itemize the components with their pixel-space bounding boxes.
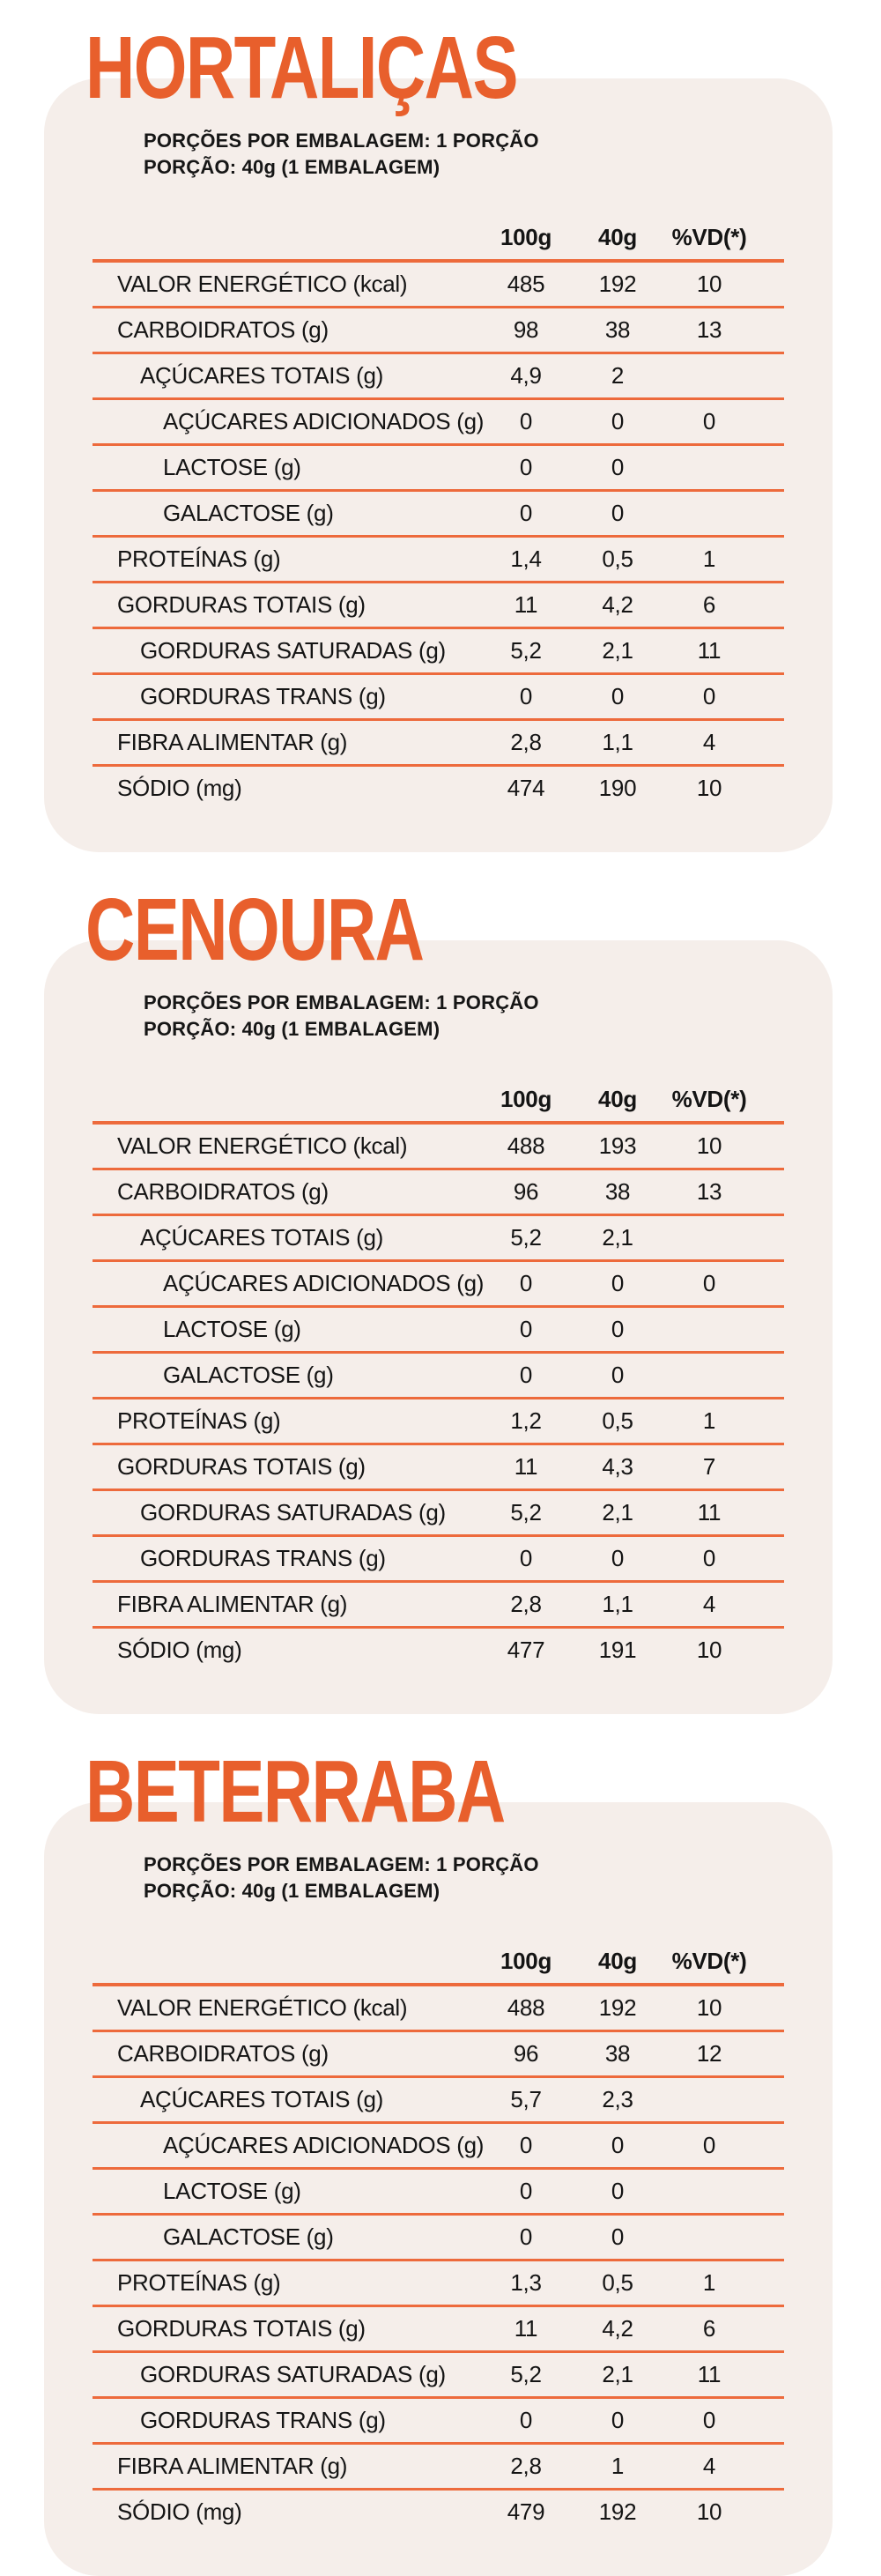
value-100g: 0 (519, 454, 533, 480)
value-40g: 0 (611, 408, 625, 434)
row-label: VALOR ENERGÉTICO (kcal) (117, 1994, 408, 2021)
table-row (93, 263, 784, 308)
servings-per-package-text: PORÇÕES POR EMBALAGEM: 1 PORÇÃO (144, 991, 539, 1013)
nutrition-table (93, 1121, 784, 1672)
row-label: FIBRA ALIMENTAR (g) (117, 1591, 348, 1617)
value-100g: 98 (513, 316, 539, 343)
column-header-40g: 40g (598, 1947, 637, 1974)
table-row (93, 2445, 784, 2491)
value-vd: 1 (702, 1407, 716, 1434)
table-row (93, 308, 784, 354)
value-100g: 0 (519, 683, 533, 709)
row-label: GALACTOSE (g) (163, 500, 334, 526)
value-100g: 5,7 (510, 2086, 542, 2112)
value-vd: 0 (702, 408, 716, 434)
value-40g: 0 (611, 2407, 625, 2433)
value-vd: 0 (702, 2132, 716, 2158)
row-label: GALACTOSE (g) (163, 1362, 334, 1388)
row-label: LACTOSE (g) (163, 1316, 301, 1342)
value-vd: 1 (702, 546, 716, 572)
value-vd: 6 (702, 591, 716, 618)
value-vd: 0 (702, 683, 716, 709)
value-vd: 10 (696, 1637, 722, 1663)
value-40g: 0,5 (602, 2269, 633, 2296)
value-100g: 0 (519, 408, 533, 434)
row-label: SÓDIO (mg) (117, 775, 242, 801)
value-100g: 0 (519, 500, 533, 526)
row-label: FIBRA ALIMENTAR (g) (117, 2453, 348, 2479)
table-row (93, 2170, 784, 2216)
value-vd: 4 (702, 2453, 716, 2479)
value-40g: 2 (611, 362, 625, 389)
value-100g: 11 (514, 591, 538, 618)
value-40g: 0 (611, 1316, 625, 1342)
table-row (93, 2353, 784, 2399)
value-100g: 0 (519, 2223, 533, 2250)
table-row (93, 1583, 784, 1629)
value-40g: 190 (598, 775, 637, 801)
row-label: SÓDIO (mg) (117, 1637, 242, 1663)
value-40g: 1 (611, 2453, 625, 2479)
value-100g: 0 (519, 1545, 533, 1571)
value-100g: 1,2 (510, 1407, 542, 1434)
value-40g: 0 (611, 454, 625, 480)
value-100g: 2,8 (510, 1591, 542, 1617)
value-40g: 0 (611, 1362, 625, 1388)
table-row (93, 400, 784, 446)
row-label: AÇÚCARES ADICIONADOS (g) (163, 2132, 485, 2158)
row-label: GORDURAS TOTAIS (g) (117, 1453, 366, 1480)
nutrition-card (44, 940, 833, 1714)
value-40g: 193 (598, 1132, 637, 1159)
value-40g: 0,5 (602, 1407, 633, 1434)
value-40g: 0 (611, 2223, 625, 2250)
table-row (93, 1308, 784, 1354)
value-40g: 2,3 (602, 2086, 633, 2112)
servings-info (144, 990, 784, 1043)
value-40g: 192 (598, 271, 637, 297)
row-label: AÇÚCARES ADICIONADOS (g) (163, 1270, 485, 1296)
table-row (93, 767, 784, 810)
table-row (93, 1262, 784, 1308)
value-40g: 0 (611, 2132, 625, 2158)
row-label: AÇÚCARES TOTAIS (g) (140, 362, 384, 389)
value-40g: 2,1 (602, 1499, 633, 1526)
serving-size-text: PORÇÃO: 40g (1 EMBALAGEM) (144, 1018, 440, 1040)
value-vd: 4 (702, 1591, 716, 1617)
nutrition-table (93, 1983, 784, 2534)
value-100g: 488 (507, 1994, 545, 2021)
row-label: CARBOIDRATOS (g) (117, 1178, 329, 1205)
servings-per-package-text: PORÇÕES POR EMBALAGEM: 1 PORÇÃO (144, 1853, 539, 1875)
table-row (93, 2124, 784, 2170)
table-row (93, 538, 784, 583)
table-row (93, 2399, 784, 2445)
value-vd: 4 (702, 729, 716, 755)
table-row (93, 1216, 784, 1262)
value-100g: 1,4 (510, 546, 542, 572)
row-label: GORDURAS SATURADAS (g) (140, 2361, 446, 2387)
section-title: HORTALIÇAS (85, 19, 517, 117)
value-100g: 5,2 (510, 1499, 542, 1526)
nutrition-card (44, 1802, 833, 2576)
value-40g: 0,5 (602, 546, 633, 572)
value-40g: 2,1 (602, 637, 633, 664)
value-100g: 1,3 (510, 2269, 542, 2296)
servings-info (144, 1852, 784, 1904)
value-vd: 10 (696, 1994, 722, 2021)
value-100g: 2,8 (510, 729, 542, 755)
value-vd: 13 (696, 1178, 722, 1205)
table-row (93, 1986, 784, 2032)
value-100g: 0 (519, 2407, 533, 2433)
servings-per-package-text: PORÇÕES POR EMBALAGEM: 1 PORÇÃO (144, 130, 539, 152)
value-100g: 96 (513, 2040, 539, 2067)
row-label: GALACTOSE (g) (163, 2223, 334, 2250)
table-row (93, 1537, 784, 1583)
row-label: GORDURAS TRANS (g) (140, 683, 386, 709)
value-vd: 10 (696, 271, 722, 297)
row-label: LACTOSE (g) (163, 454, 301, 480)
nutrition-card (44, 78, 833, 852)
row-label: AÇÚCARES ADICIONADOS (g) (163, 408, 485, 434)
row-label: GORDURAS TOTAIS (g) (117, 591, 366, 618)
value-100g: 0 (519, 1316, 533, 1342)
column-header-100g: 100g (500, 1085, 552, 1112)
table-row (93, 1125, 784, 1170)
table-row (93, 1629, 784, 1672)
table-row (93, 1445, 784, 1491)
value-vd: 0 (702, 1270, 716, 1296)
value-vd: 1 (702, 2269, 716, 2296)
row-label: VALOR ENERGÉTICO (kcal) (117, 1132, 408, 1159)
value-vd: 11 (697, 637, 722, 664)
serving-size-text: PORÇÃO: 40g (1 EMBALAGEM) (144, 1880, 440, 1902)
value-100g: 479 (507, 2498, 545, 2525)
value-100g: 477 (507, 1637, 545, 1663)
nutrition-table (93, 259, 784, 810)
table-row (93, 1491, 784, 1537)
row-label: GORDURAS TRANS (g) (140, 2407, 386, 2433)
value-40g: 1,1 (602, 1591, 633, 1617)
row-label: GORDURAS TRANS (g) (140, 1545, 386, 1571)
row-label: AÇÚCARES TOTAIS (g) (140, 2086, 384, 2112)
row-label: CARBOIDRATOS (g) (117, 316, 329, 343)
value-vd: 13 (696, 316, 722, 343)
table-row (93, 675, 784, 721)
row-label: FIBRA ALIMENTAR (g) (117, 729, 348, 755)
value-vd: 10 (696, 2498, 722, 2525)
value-40g: 0 (611, 683, 625, 709)
section-cenoura (0, 852, 881, 1714)
value-100g: 5,2 (510, 1224, 542, 1251)
table-row (93, 492, 784, 538)
value-40g: 1,1 (602, 729, 633, 755)
value-40g: 38 (604, 2040, 631, 2067)
table-row (93, 446, 784, 492)
row-label: CARBOIDRATOS (g) (117, 2040, 329, 2067)
table-row (93, 1399, 784, 1445)
table-row (93, 1354, 784, 1399)
value-vd: 10 (696, 1132, 722, 1159)
column-headers (93, 1946, 784, 1976)
value-100g: 0 (519, 2178, 533, 2204)
section-title: CENOURA (85, 880, 424, 979)
value-100g: 11 (514, 1453, 538, 1480)
value-40g: 38 (604, 1178, 631, 1205)
table-row (93, 2078, 784, 2124)
value-100g: 5,2 (510, 637, 542, 664)
value-100g: 488 (507, 1132, 545, 1159)
column-header-vd: %VD(*) (671, 1085, 747, 1112)
value-40g: 4,3 (602, 1453, 633, 1480)
table-row (93, 2491, 784, 2534)
row-label: PROTEÍNAS (g) (117, 2269, 281, 2296)
row-label: VALOR ENERGÉTICO (kcal) (117, 271, 408, 297)
table-row (93, 2216, 784, 2261)
value-40g: 192 (598, 1994, 637, 2021)
table-row (93, 2307, 784, 2353)
table-row (93, 583, 784, 629)
column-header-vd: %VD(*) (671, 223, 747, 250)
table-row (93, 629, 784, 675)
value-40g: 4,2 (602, 591, 633, 618)
value-40g: 0 (611, 1545, 625, 1571)
servings-info (144, 128, 784, 181)
value-100g: 0 (519, 1362, 533, 1388)
value-40g: 192 (598, 2498, 637, 2525)
value-40g: 0 (611, 1270, 625, 1296)
value-40g: 2,1 (602, 1224, 633, 1251)
value-40g: 191 (598, 1637, 637, 1663)
column-header-40g: 40g (598, 1085, 637, 1112)
value-100g: 11 (514, 2315, 538, 2342)
row-label: LACTOSE (g) (163, 2178, 301, 2204)
value-40g: 2,1 (602, 2361, 633, 2387)
table-row (93, 354, 784, 400)
column-headers (93, 222, 784, 252)
column-header-100g: 100g (500, 223, 552, 250)
row-label: GORDURAS SATURADAS (g) (140, 1499, 446, 1526)
table-row (93, 2032, 784, 2078)
value-40g: 4,2 (602, 2315, 633, 2342)
row-label: GORDURAS TOTAIS (g) (117, 2315, 366, 2342)
value-vd: 0 (702, 1545, 716, 1571)
section-title: BETERRABA (85, 1742, 505, 1841)
value-vd: 6 (702, 2315, 716, 2342)
row-label: SÓDIO (mg) (117, 2498, 242, 2525)
table-row (93, 1170, 784, 1216)
value-40g: 0 (611, 2178, 625, 2204)
value-100g: 485 (507, 271, 545, 297)
value-vd: 7 (702, 1453, 716, 1480)
row-label: AÇÚCARES TOTAIS (g) (140, 1224, 384, 1251)
value-100g: 2,8 (510, 2453, 542, 2479)
value-100g: 4,9 (510, 362, 542, 389)
section-hortalicas (0, 0, 881, 852)
row-label: PROTEÍNAS (g) (117, 546, 281, 572)
column-headers (93, 1084, 784, 1114)
value-100g: 474 (507, 775, 545, 801)
serving-size-text: PORÇÃO: 40g (1 EMBALAGEM) (144, 156, 440, 178)
column-header-40g: 40g (598, 223, 637, 250)
value-40g: 0 (611, 500, 625, 526)
row-label: PROTEÍNAS (g) (117, 1407, 281, 1434)
value-vd: 11 (697, 2361, 722, 2387)
value-vd: 10 (696, 775, 722, 801)
section-beterraba (0, 1714, 881, 2576)
value-100g: 5,2 (510, 2361, 542, 2387)
value-vd: 0 (702, 2407, 716, 2433)
column-header-100g: 100g (500, 1947, 552, 1974)
value-100g: 0 (519, 2132, 533, 2158)
table-row (93, 2261, 784, 2307)
value-40g: 38 (604, 316, 631, 343)
column-header-vd: %VD(*) (671, 1947, 747, 1974)
value-vd: 12 (696, 2040, 722, 2067)
value-vd: 11 (697, 1499, 722, 1526)
value-100g: 0 (519, 1270, 533, 1296)
row-label: GORDURAS SATURADAS (g) (140, 637, 446, 664)
table-row (93, 721, 784, 767)
value-100g: 96 (513, 1178, 539, 1205)
